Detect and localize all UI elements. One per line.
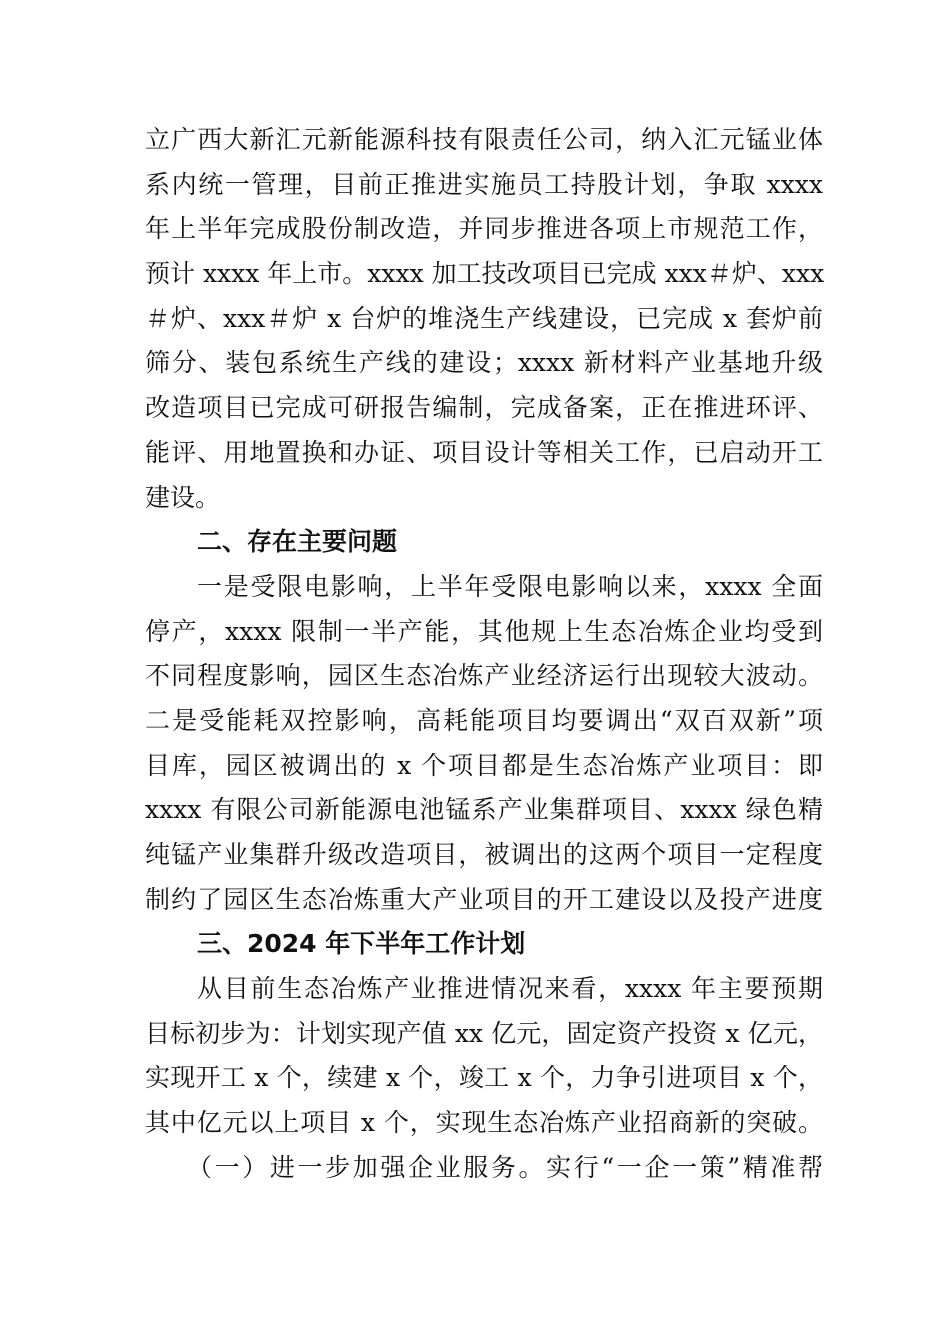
paragraph-line: 停产，xxxx 限制一半产能，其他规上生态冶炼企业均受到 [145,616,823,646]
paragraph-line: ＃炉、xxx＃炉 x 台炉的堆浇生产线建设，已完成 x 套炉前 [145,303,823,333]
paragraph-line: 目库，园区被调出的 x 个项目都是生态冶炼产业项目：即 [145,750,823,780]
paragraph-line: （一）进一步加强企业服务。实行“一企一策”精准帮 [187,1152,823,1182]
paragraph-line: 一是受限电影响，上半年受限电影响以来，xxxx 全面 [197,571,823,601]
paragraph-line: 纯锰产业集群升级改造项目，被调出的这两个项目一定程度 [145,840,823,869]
paragraph-line: 年上半年完成股份制改造，并同步推进各项上市规范工作， [145,214,823,244]
paragraph-line: 预计 xxxx 年上市。xxxx 加工技改项目已完成 xxx＃炉、xxx [145,259,825,289]
paragraph-line: xxxx 有限公司新能源电池锰系产业集群项目、xxxx 绿色精 [145,795,823,825]
section-heading-work-plan: 三、2024 年下半年工作计划 [197,929,526,959]
paragraph-line: 二是受能耗双控影响，高耗能项目均要调出“双百双新”项 [145,705,823,735]
section-heading-problems: 二、存在主要问题 [197,527,398,557]
paragraph-line: 建设。 [145,482,221,512]
paragraph-line: 改造项目已完成可研报告编制，完成备案，正在推进环评、 [145,393,823,423]
paragraph-line: 制约了园区生态冶炼重大产业项目的开工建设以及投产进度 [145,884,823,914]
paragraph-line: 立广西大新汇元新能源科技有限责任公司，纳入汇元锰业体 [145,125,823,154]
document-page [145,118,823,1191]
paragraph-line: 不同程度影响，园区生态冶炼产业经济运行出现较大波动。 [145,661,823,691]
paragraph-line: 能评、用地置换和办证、项目设计等相关工作，已启动开工 [145,437,823,467]
paragraph-line: 目标初步为：计划实现产值 xx 亿元，固定资产投资 x 亿元， [145,1018,823,1048]
paragraph-line: 从目前生态冶炼产业推进情况来看，xxxx 年主要预期 [197,974,823,1004]
paragraph-line: 筛分、装包系统生产线的建设；xxxx 新材料产业基地升级 [145,348,823,378]
paragraph-line: 系内统一管理，目前正推进实施员工持股计划，争取 xxxx [145,169,823,199]
paragraph-line: 其中亿元以上项目 x 个，实现生态冶炼产业招商新的突破。 [145,1108,823,1138]
paragraph-line: 实现开工 x 个，续建 x 个，竣工 x 个，力争引进项目 x 个， [145,1063,823,1093]
